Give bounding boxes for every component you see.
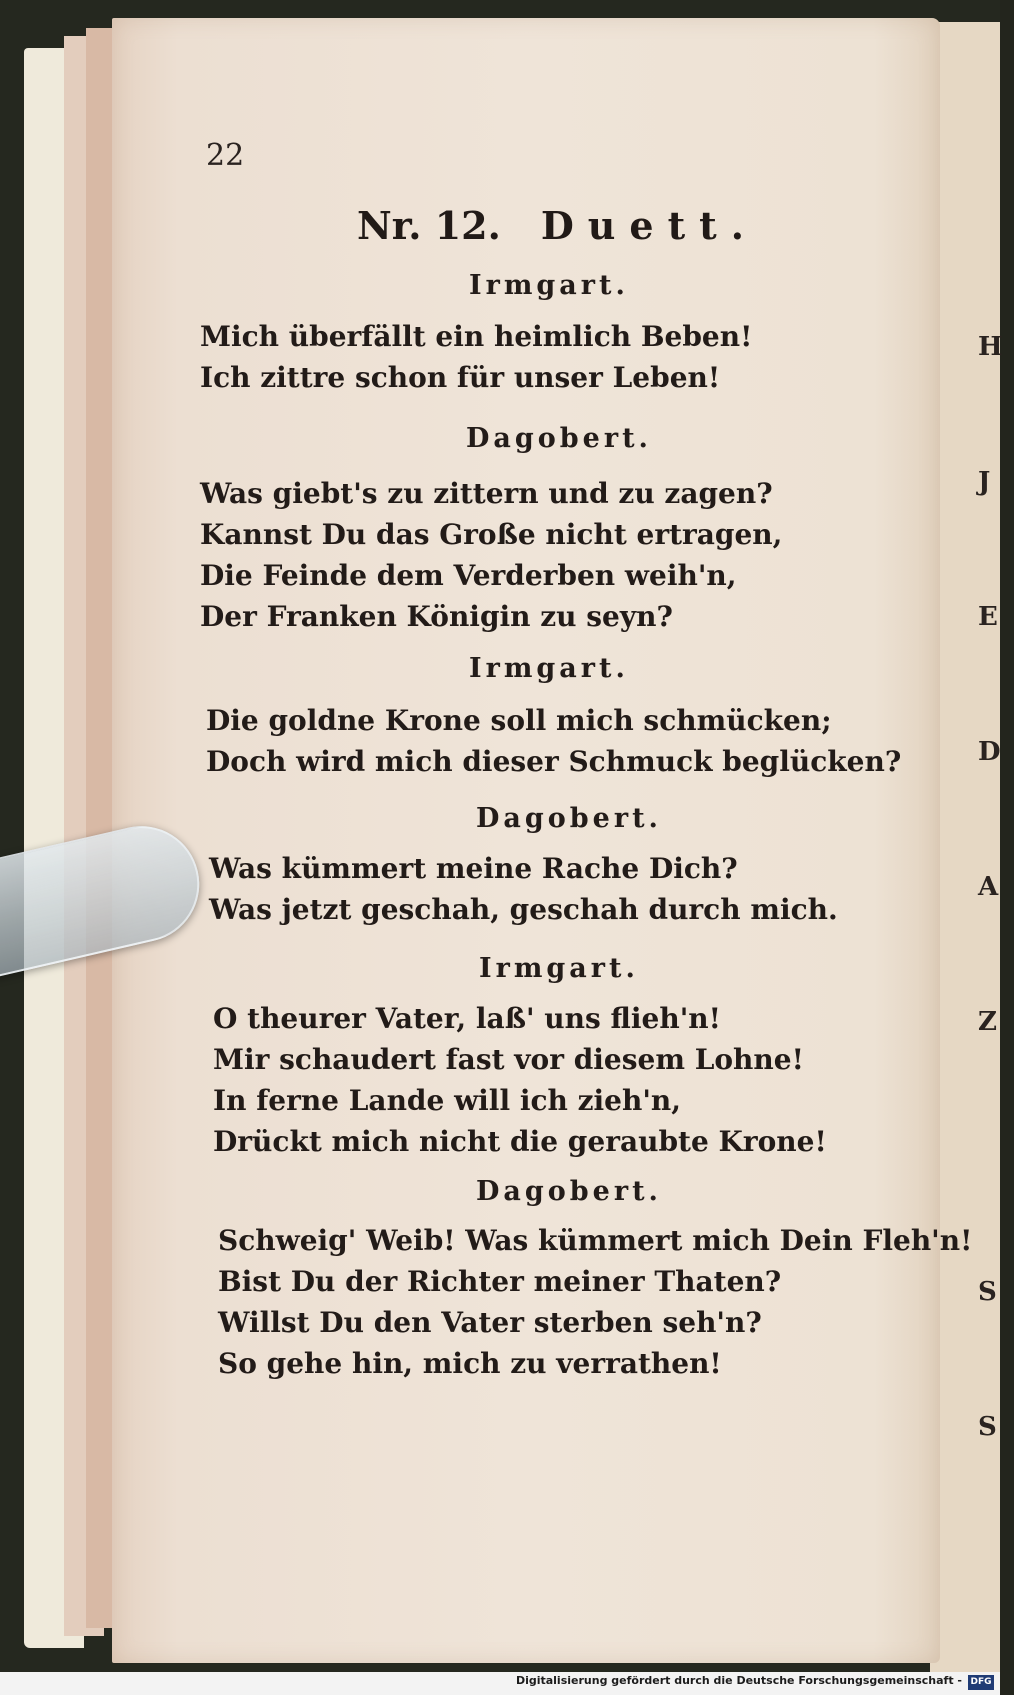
speaker-name: Dagobert. [476,803,662,834]
book-page [112,18,973,1663]
verse-line: Ich zittre schon für unser Leben! [200,361,721,394]
verse-line: Schweig' Weib! Was kümmert mich Dein Fleh'n! [218,1224,973,1257]
facing-page-glyphs [978,235,1003,1540]
verse-line: Was kümmert meine Rache Dich? [209,852,738,885]
verse-block [206,700,901,782]
facing-glyph: S [978,1277,997,1307]
verse-line: Die goldne Krone soll mich schmücken; [206,704,832,737]
verse-line: Willst Du den Vater sterben seh'n? [218,1306,762,1339]
verse-line: In ferne Lande will ich zieh'n, [213,1084,682,1117]
facing-glyph: H [978,332,1003,362]
digitization-footer [0,1672,1000,1695]
verse-line: Doch wird mich dieser Schmuck beglücken? [206,745,902,778]
verse-line: Mich überfällt ein heimlich Beben! [200,320,753,353]
verse-line: Drückt mich nicht die geraubte Krone! [213,1125,827,1158]
verse-line: Bist Du der Richter meiner Thaten? [218,1265,782,1298]
verse-block [209,848,838,930]
facing-glyph: J [978,467,991,497]
dfg-logo-icon: DFG [968,1675,994,1690]
facing-glyph: D [978,737,1001,767]
piece-heading [357,203,758,248]
speaker-name: Irmgart. [479,953,639,984]
speaker-name: Dagobert. [476,1176,662,1207]
speaker-name: Irmgart. [469,270,629,301]
footer-credit: Digitalisierung gefördert durch die Deutsche Forschungsgemeinschaft - [515,1674,962,1687]
facing-glyph [978,1135,1000,1180]
verse-line: Der Franken Königin zu seyn? [200,600,673,633]
verse-block [213,998,827,1162]
verse-line: Was jetzt geschah, geschah durch mich. [209,893,838,926]
page-number: 22 [206,138,245,173]
speaker-name: Dagobert. [466,423,652,454]
piece-title: Duett. [540,203,758,248]
verse-line: Was giebt's zu zittern und zu zagen? [200,477,773,510]
facing-glyph: A [978,872,999,902]
facing-glyph: S [978,1412,997,1442]
facing-glyph: Z [978,1007,997,1037]
verse-block [218,1220,972,1384]
verse-line: Mir schaudert fast vor diesem Lohne! [213,1043,804,1076]
facing-glyph: E [978,602,998,632]
verse-line: So gehe hin, mich zu verrathen! [218,1347,722,1380]
verse-line: O theurer Vater, laß' uns flieh'n! [213,1002,721,1035]
speaker-name: Irmgart. [469,653,629,684]
verse-line: Die Feinde dem Verderben weih'n, [200,559,737,592]
verse-block [200,316,752,398]
piece-number: Nr. 12. [357,203,501,248]
verse-block [200,473,782,637]
verse-line: Kannst Du das Große nicht ertragen, [200,518,783,551]
